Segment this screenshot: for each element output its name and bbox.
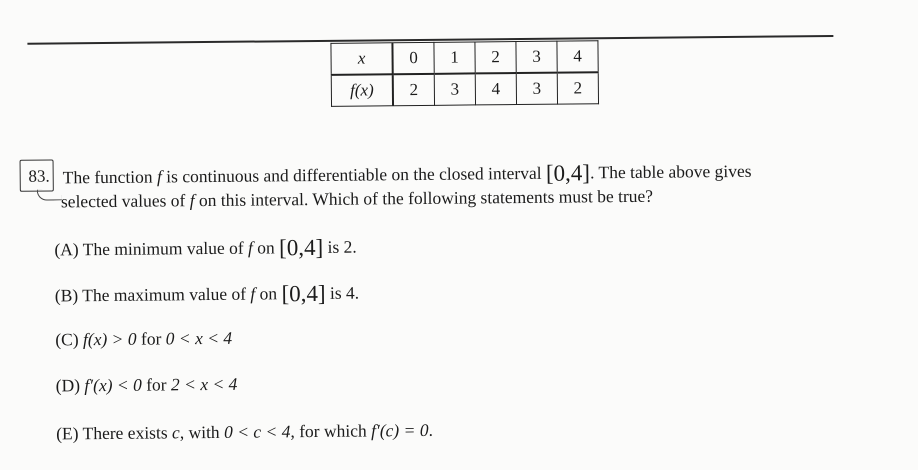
table-cell: 3 <box>516 73 557 105</box>
table-cell: 3 <box>516 41 557 73</box>
option-c[interactable]: (C) f(x) > 0 for 0 < x < 4 <box>55 327 233 350</box>
table-cell: 1 <box>434 42 475 74</box>
table-cell: 0 <box>392 42 434 74</box>
table-cell: 2 <box>393 74 435 106</box>
question-number: 83. <box>20 159 54 191</box>
question-stem-line-1: The function f is continuous and differentiable on the closed interval [0,4]. The table above gives <box>62 160 752 188</box>
option-b[interactable]: (B) The maximum value of f on [0,4] is 4. <box>54 280 360 307</box>
table-row <box>331 72 598 106</box>
table-row <box>331 41 598 75</box>
question-stem-line-2: selected values of f on this interval. Which of the following statements must be true? <box>60 185 654 212</box>
table-cell: 4 <box>557 41 598 73</box>
values-table <box>330 40 599 107</box>
table-header-fx: f(x) <box>331 74 393 106</box>
option-a[interactable]: (A) The minimum value of f on [0,4] is 2. <box>54 234 357 261</box>
table-header-x: x <box>331 43 393 75</box>
table-cell: 2 <box>557 72 598 104</box>
pen-mark <box>37 189 62 200</box>
table-cell: 4 <box>475 73 516 105</box>
table-cell: 2 <box>475 42 516 74</box>
option-d[interactable]: (D) f′(x) < 0 for 2 < x < 4 <box>55 373 238 396</box>
option-e[interactable]: (E) There exists c, with 0 < c < 4, for which f′(c) = 0. <box>56 419 433 444</box>
table-cell: 3 <box>434 73 475 105</box>
